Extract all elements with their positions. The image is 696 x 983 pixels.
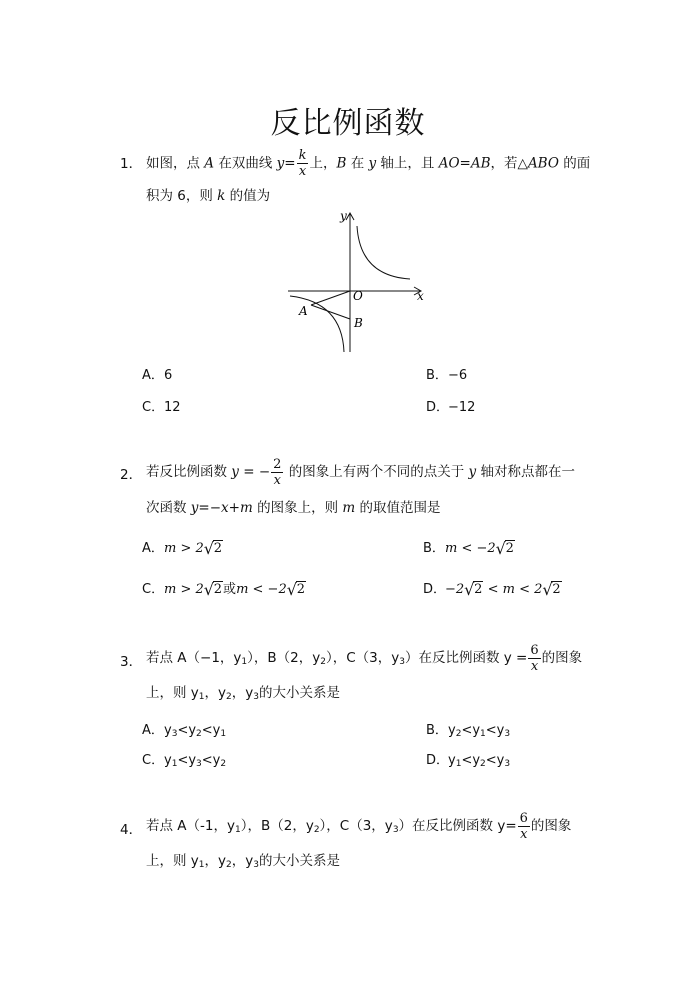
fig-label-y: y xyxy=(340,209,347,223)
q1-option-a-label: A． xyxy=(142,368,164,383)
q3-option-b[interactable] xyxy=(426,719,510,739)
q1-text-i: 的值为 xyxy=(225,188,271,204)
q3-option-c[interactable] xyxy=(142,749,226,769)
q1-option-c[interactable] xyxy=(142,396,181,415)
q3-option-d[interactable] xyxy=(426,749,510,769)
q3-text-f: 上，则 y xyxy=(146,685,199,701)
q2-text-e: 的图象上，则 xyxy=(252,500,343,516)
q2-option-c-expr-1: m > 2 xyxy=(164,582,204,597)
q2-option-a-radicand: 2 xyxy=(213,541,223,556)
q3-sub-1b: 1 xyxy=(198,692,205,702)
q3-frac-den: x xyxy=(528,658,540,674)
q1-option-d-label: D． xyxy=(426,400,450,415)
q3-option-a-s2: 2 xyxy=(196,729,202,739)
q4-sub-2b: 2 xyxy=(226,860,232,870)
q1-abo: ABO xyxy=(527,155,559,172)
q4-text-h: ，y xyxy=(231,853,254,869)
q3-option-c-label: C． xyxy=(142,753,165,768)
q2-option-b[interactable] xyxy=(423,537,515,556)
q2-option-d-radicand-1: 2 xyxy=(474,582,483,597)
segment-ao xyxy=(311,291,350,305)
q3-text-c: ），C（3，y xyxy=(325,650,400,666)
q3-option-c-s3: 2 xyxy=(220,759,227,769)
q2-y: y xyxy=(468,464,477,480)
q1-number: 1． xyxy=(120,156,143,172)
q2-option-d-radicand-2: 2 xyxy=(552,582,561,597)
q2-option-d-sqrt-2: √ 2 xyxy=(542,580,561,599)
q3-sub-3b: 3 xyxy=(253,692,259,702)
q1-frac-num: k xyxy=(298,148,307,163)
q1-point-b: B xyxy=(336,155,347,172)
q3-option-d-s2: 2 xyxy=(480,759,486,769)
q1-option-b-label: B． xyxy=(426,368,448,383)
q1-text-a: 如图，点 xyxy=(146,155,205,172)
q4-text-d: ）在反比例函数 y= xyxy=(398,818,517,834)
fig-label-a: A xyxy=(299,304,308,318)
page-title: 反比例函数 xyxy=(270,106,426,141)
q2-fraction xyxy=(271,457,283,488)
q3-option-a[interactable] xyxy=(142,719,226,739)
q4-text-f: 上，则 y xyxy=(146,853,199,869)
q1-y-eq: y= xyxy=(276,155,296,172)
q2-frac-den: x xyxy=(271,472,283,488)
q3-option-c-s2: 3 xyxy=(196,759,202,769)
q1-option-a[interactable] xyxy=(142,364,172,383)
q2-option-c-label: C． xyxy=(142,582,165,597)
q3-sub-1: 1 xyxy=(241,657,248,667)
q3-option-d-t2: <y xyxy=(461,753,481,768)
q3-text-h: ，y xyxy=(231,685,254,701)
q4-sub-1: 1 xyxy=(234,825,241,835)
q1-option-b[interactable] xyxy=(426,364,467,383)
q2-option-c[interactable] xyxy=(142,578,306,597)
q2-frac-num: 2 xyxy=(273,456,282,472)
q3-option-c-t3: <y xyxy=(201,753,221,768)
q3-option-d-t1: y xyxy=(448,753,456,768)
q2-m: m xyxy=(342,500,356,516)
q1-text-e: 轴上，且 xyxy=(376,155,439,172)
q3-text-g: ，y xyxy=(204,685,227,701)
q2-option-a-label: A． xyxy=(142,541,164,556)
q4-sub-3: 3 xyxy=(392,825,399,835)
q1-text-g: 的面 xyxy=(558,155,591,172)
q1-option-b-text: −6 xyxy=(448,368,468,383)
q2-number: 2． xyxy=(120,467,143,483)
q3-text-d: ）在反比例函数 y = xyxy=(404,650,528,666)
q4-text-b: ），B（2，y xyxy=(240,818,314,834)
q2-option-c-sqrt-2: √ 2 xyxy=(286,580,305,599)
q2-option-c-expr-2: m < −2 xyxy=(236,582,287,597)
q2-line1 xyxy=(146,455,575,489)
q3-option-b-s3: 3 xyxy=(504,729,511,739)
q2-option-b-sqrt: √ 2 xyxy=(495,539,514,558)
q1-text-f: ，若△ xyxy=(490,155,528,172)
q3-sub-3: 3 xyxy=(399,657,405,667)
q4-number: 4． xyxy=(120,822,143,838)
q3-option-a-t3: <y xyxy=(201,723,221,738)
q3-number: 3． xyxy=(120,654,143,670)
q1-k: k xyxy=(217,188,226,204)
q1-text-h: 积为 6，则 xyxy=(146,188,218,204)
fig-label-o: O xyxy=(353,289,363,303)
q1-y-axis: y xyxy=(368,155,377,172)
q4-text-a: 若点 A（-1，y xyxy=(146,818,235,834)
q2-option-d[interactable] xyxy=(423,578,562,597)
q2-option-d-label: D． xyxy=(423,582,447,597)
q3-option-d-s3: 3 xyxy=(504,759,511,769)
q3-text-b: ），B（2，y xyxy=(247,650,321,666)
q2-option-a-expr: m > 2 xyxy=(164,541,204,556)
q2-option-a[interactable] xyxy=(142,537,223,556)
q1-text-c: 上， xyxy=(309,155,337,172)
q4-sub-2: 2 xyxy=(313,825,320,835)
q2-text-b: 的图象上有两个不同的点关于 xyxy=(284,464,469,480)
q3-option-c-t2: <y xyxy=(177,753,197,768)
q2-option-c-radicand-1: 2 xyxy=(213,582,223,597)
q2-option-d-expr-1: −2 xyxy=(445,582,465,597)
q4-text-i: 的大小关系是 xyxy=(258,853,340,869)
q3-text-a: 若点 A（−1，y xyxy=(146,650,242,666)
q2-option-a-sqrt: √ 2 xyxy=(203,539,223,558)
q2-text-c: 轴对称点都在一 xyxy=(476,464,575,480)
q4-text-e: 的图象 xyxy=(530,818,572,834)
q3-option-d-label: D． xyxy=(426,753,450,768)
q3-text-i: 的大小关系是 xyxy=(258,685,340,701)
q3-option-c-s1: 1 xyxy=(171,759,178,769)
hyperbola-branch-1 xyxy=(357,226,410,279)
q3-option-a-t1: y xyxy=(164,723,172,738)
q2-text-f: 的取值范围是 xyxy=(355,500,441,516)
q4-text-g: ，y xyxy=(204,853,227,869)
q3-option-b-t3: <y xyxy=(485,723,505,738)
q3-option-b-t1: y xyxy=(448,723,456,738)
q2-option-c-or: 或 xyxy=(223,582,237,597)
q4-sub-1b: 1 xyxy=(198,860,205,870)
q2-text-a: 若反比例函数 xyxy=(146,464,232,480)
q3-option-b-label: B． xyxy=(426,723,448,738)
q3-text-e: 的图象 xyxy=(541,650,583,666)
fig-label-b: B xyxy=(354,316,363,330)
q1-line1 xyxy=(146,148,590,179)
q2-expr: y=−x+m xyxy=(190,500,253,516)
q1-option-c-text: 12 xyxy=(164,400,181,415)
q3-option-b-t2: <y xyxy=(461,723,481,738)
q1-frac-den: x xyxy=(297,163,309,179)
q1-option-d-text: −12 xyxy=(448,400,476,415)
q3-option-a-t2: <y xyxy=(177,723,197,738)
q1-text-b: 在双曲线 xyxy=(214,155,277,172)
q3-fraction xyxy=(528,643,540,674)
q3-option-a-s1: 3 xyxy=(171,729,178,739)
q3-option-a-s3: 1 xyxy=(220,729,227,739)
q2-line2 xyxy=(146,498,440,518)
fig-label-x: x xyxy=(417,289,424,303)
q1-option-c-label: C． xyxy=(142,400,165,415)
q3-option-a-label: A． xyxy=(142,723,164,738)
q3-line1 xyxy=(146,641,582,679)
q2-option-c-sqrt-1: √ 2 xyxy=(203,580,223,599)
q2-option-c-radicand-2: 2 xyxy=(296,582,305,597)
q4-frac-den: x xyxy=(518,826,530,842)
q2-text-d: 次函数 xyxy=(146,500,191,516)
q1-option-a-text: 6 xyxy=(164,368,173,383)
q3-line2 xyxy=(146,683,340,707)
q4-fraction xyxy=(518,811,530,842)
q2-option-b-radicand: 2 xyxy=(505,541,514,556)
q3-option-d-s1: 1 xyxy=(455,759,462,769)
q1-figure xyxy=(284,206,430,356)
q1-option-d[interactable] xyxy=(426,396,475,415)
q1-ao-ab: AO=AB xyxy=(438,155,491,172)
q2-option-d-expr-2: < m < 2 xyxy=(483,582,543,597)
q4-line2 xyxy=(146,851,340,875)
q3-option-c-t1: y xyxy=(164,753,172,768)
q2-option-b-label: B． xyxy=(423,541,445,556)
q3-option-b-s2: 1 xyxy=(480,729,486,739)
q1-point-a: A xyxy=(204,155,215,172)
q2-option-b-expr: m < −2 xyxy=(445,541,496,556)
q3-frac-num: 6 xyxy=(530,642,539,658)
q3-option-d-t3: <y xyxy=(485,753,505,768)
q2-option-d-sqrt-1: √ 2 xyxy=(464,580,483,599)
q1-line2 xyxy=(146,186,270,206)
q2-y-eq: y = − xyxy=(231,464,271,480)
q3-option-b-s1: 2 xyxy=(455,729,462,739)
q1-fraction xyxy=(297,148,309,179)
q4-line1 xyxy=(146,809,571,847)
q4-text-c: ），C（3，y xyxy=(319,818,393,834)
q3-sub-2b: 2 xyxy=(226,692,232,702)
q1-text-d: 在 xyxy=(346,155,369,172)
q3-sub-2: 2 xyxy=(320,657,326,667)
segment-ab xyxy=(311,305,350,319)
q4-frac-num: 6 xyxy=(519,810,528,826)
q4-sub-3b: 3 xyxy=(253,860,259,870)
